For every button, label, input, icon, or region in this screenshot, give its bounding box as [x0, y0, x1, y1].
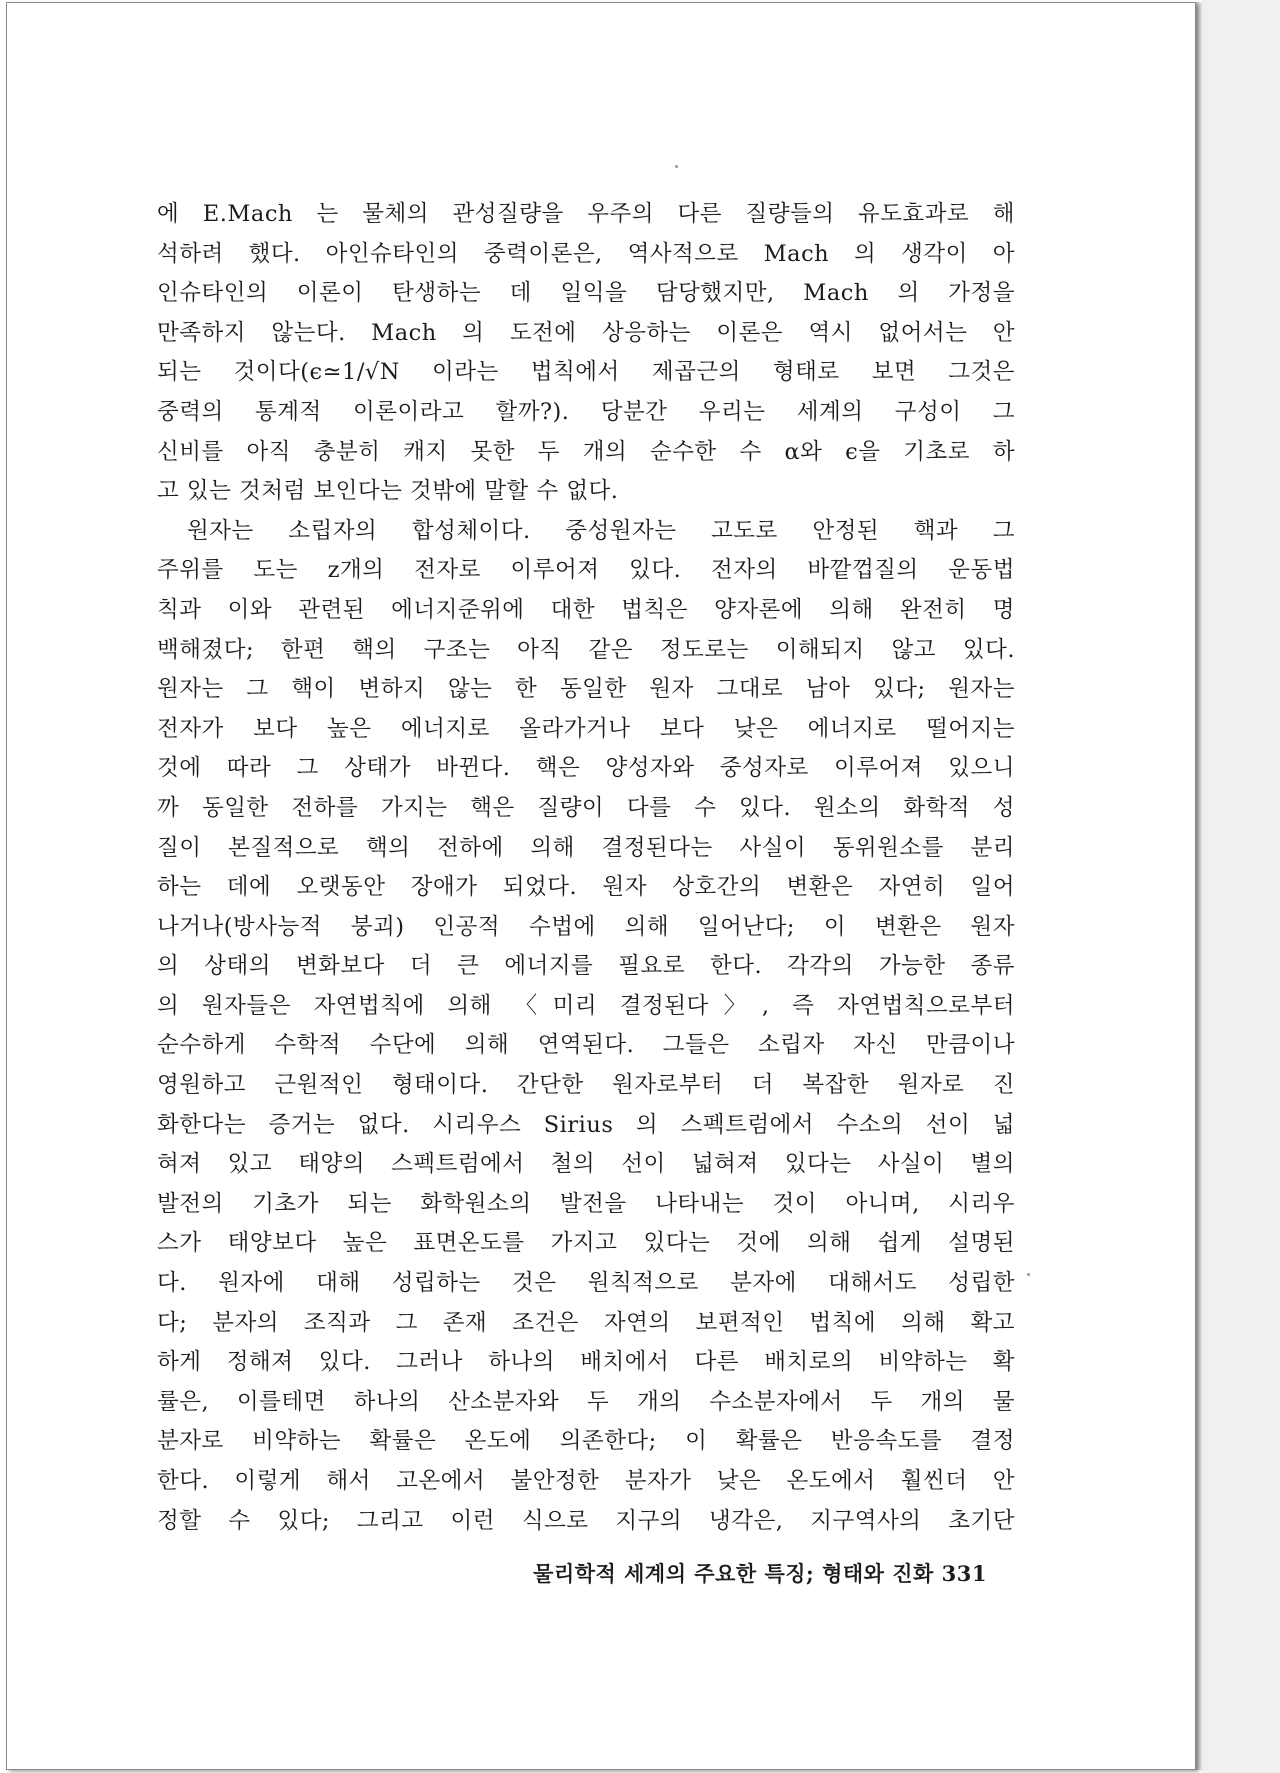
text-line: 백해졌다; 한편 핵의 구조는 아직 같은 정도로는 이해되지 않고 있다. [157, 636, 1015, 663]
paragraph-start-line: 원자는 소립자의 합성체이다. 중성원자는 고도로 안정된 핵과 그 [187, 517, 1015, 544]
text-line: 질이 본질적으로 핵의 전하에 의해 결정된다는 사실이 동위원소를 분리 [157, 834, 1015, 861]
text-line: 석하려 했다. 아인슈타인의 중력이론은, 역사적으로 Mach 의 생각이 아 [157, 240, 1015, 267]
text-line: 까 동일한 전하를 가지는 핵은 질량이 다를 수 있다. 원소의 화학적 성 [157, 794, 1015, 821]
text-line: 하는 데에 오랫동안 장애가 되었다. 원자 상호간의 변환은 자연히 일어 [157, 874, 1015, 901]
text-line: 주위를 도는 z개의 전자로 이루어져 있다. 전자의 바깥껍질의 운동법 [157, 557, 1015, 584]
text-line: 발전의 기초가 되는 화학원소의 발전을 나타내는 것이 아니며, 시리우 [157, 1190, 1015, 1217]
text-line: 혀져 있고 태양의 스펙트럼에서 철의 선이 넓혀져 있다는 사실이 별의 [157, 1151, 1015, 1178]
text-line: 원자는 그 핵이 변하지 않는 한 동일한 원자 그대로 남아 있다; 원자는 [157, 676, 1015, 703]
text-line: 만족하지 않는다. Mach 의 도전에 상응하는 이론은 역시 없어서는 안 [157, 319, 1015, 346]
scan-speck [675, 165, 678, 168]
text-line: 의 원자들은 자연법칙에 의해 〈미리 결정된다〉, 즉 자연법칙으로부터 [157, 992, 1015, 1019]
text-line: 것에 따라 그 상태가 바뀐다. 핵은 양성자와 중성자로 이루어져 있으니 [157, 755, 1015, 782]
body-text [157, 195, 1015, 1541]
text-line: 중력의 통계적 이론이라고 할까?). 당분간 우리는 세계의 구성이 그 [157, 398, 1015, 425]
text-line: 칙과 이와 관련된 에너지준위에 대한 법칙은 양자론에 의해 완전히 명 [157, 596, 1015, 623]
text-line: 인슈타인의 이론이 탄생하는 데 일익을 담당했지만, Mach 의 가정을 [157, 280, 1015, 307]
text-line: 정할 수 있다; 그리고 이런 식으로 지구의 냉각은, 지구역사의 초기단 [157, 1507, 1015, 1534]
text-line: 전자가 보다 높은 에너지로 올라가거나 보다 낮은 에너지로 떨어지는 [157, 715, 1015, 742]
text-line: 나거나(방사능적 붕괴) 인공적 수법에 의해 일어난다; 이 변환은 원자 [157, 913, 1015, 940]
text-line: 되는 것이다(ϵ≃1/√N 이라는 법칙에서 제곱근의 형태로 보면 그것은 [157, 359, 1015, 386]
text-line: 에 E.Mach 는 물체의 관성질량을 우주의 다른 질량들의 유도효과로 해 [157, 201, 1015, 227]
text-line: 영원하고 근원적인 형태이다. 간단한 원자로부터 더 복잡한 원자로 진 [157, 1072, 1015, 1099]
text-line: 순수하게 수학적 수단에 의해 연역된다. 그들은 소립자 자신 만큼이나 [157, 1032, 1015, 1059]
text-line: 고 있는 것처럼 보인다는 것밖에 말할 수 없다. [157, 478, 619, 505]
text-line: 다; 분자의 조직과 그 존재 조건은 자연의 보편적인 법칙에 의해 확고 [157, 1309, 1015, 1336]
text-line: 신비를 아직 충분히 캐지 못한 두 개의 순수한 수 α와 ϵ을 기초로 하 [157, 438, 1015, 465]
text-line: 한다. 이렇게 해서 고온에서 불안정한 분자가 낮은 온도에서 훨씬더 안 [157, 1468, 1015, 1494]
text-line: 스가 태양보다 높은 표면온도를 가지고 있다는 것에 의해 쉽게 설명된 [157, 1230, 1015, 1257]
text-line: 하게 정해져 있다. 그러나 하나의 배치에서 다른 배치로의 비약하는 확 [157, 1349, 1015, 1376]
document-page [6, 2, 1196, 1770]
running-footer: 물리학적 세계의 주요한 특징; 형태와 진화 331 [533, 1561, 987, 1586]
viewer-gutter [1202, 0, 1280, 1773]
text-line: 분자로 비약하는 확률은 온도에 의존한다; 이 확률은 반응속도를 결정 [157, 1428, 1015, 1455]
text-line: 화한다는 증거는 없다. 시리우스 Sirius 의 스펙트럼에서 수소의 선이 넓 [157, 1111, 1015, 1138]
text-line: 다. 원자에 대해 성립하는 것은 원칙적으로 분자에 대해서도 성립한 [157, 1270, 1015, 1297]
scan-speck [1027, 1273, 1030, 1276]
text-line: 률은, 이를테면 하나의 산소분자와 두 개의 수소분자에서 두 개의 물 [157, 1388, 1015, 1415]
text-line: 의 상태의 변화보다 더 큰 에너지를 필요로 한다. 각각의 가능한 종류 [157, 953, 1015, 980]
